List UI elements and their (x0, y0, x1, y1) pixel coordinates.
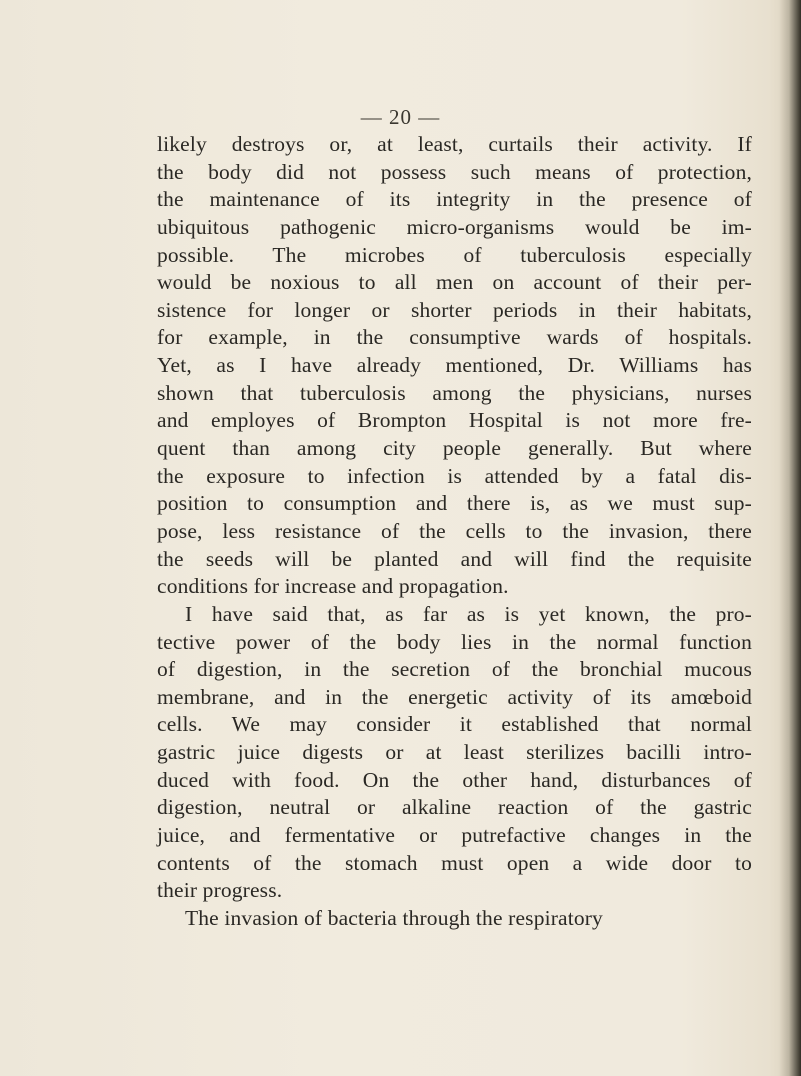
text-line: ubiquitous pathogenic micro-organisms would be im- (157, 214, 752, 239)
text-line: duced with food. On the other hand, disturbances of (157, 767, 752, 792)
text-line: of digestion, in the secretion of the bronchial mucous (157, 657, 752, 682)
text-line: The invasion of bacteria through the respiratory (185, 905, 603, 930)
book-spine-shadow (779, 0, 801, 1076)
text-line: I have said that, as far as is yet known, the pro- (185, 601, 752, 626)
text-line: and employes of Brompton Hospital is not more fre- (157, 408, 752, 433)
text-line: the seeds will be planted and will find the requisite (157, 546, 752, 571)
text-line: shown that tuberculosis among the physicians, nurses (157, 380, 752, 405)
text-line: likely destroys or, at least, curtails their activity. If (157, 132, 752, 156)
text-line: would be noxious to all men on account of their per- (157, 270, 752, 295)
text-line: gastric juice digests or at least sterilizes bacilli intro- (157, 740, 752, 765)
text-line: sistence for longer or shorter periods in their habitats, (157, 297, 752, 322)
text-line: quent than among city people generally. But where (157, 436, 752, 461)
text-line: membrane, and in the energetic activity of its amœboid (157, 684, 752, 709)
text-line: cells. We may consider it established that normal (157, 712, 752, 737)
text-line: the body did not possess such means of protection, (157, 159, 752, 184)
text-line: possible. The microbes of tuberculosis especially (157, 242, 752, 267)
text-line: contents of the stomach must open a wide door to (157, 850, 752, 875)
text-line: tective power of the body lies in the normal function (157, 629, 752, 654)
text-line: the maintenance of its integrity in the presence of (157, 187, 752, 212)
text-line: juice, and fermentative or putrefactive changes in the (157, 823, 752, 848)
text-line: digestion, neutral or alkaline reaction of the gastric (157, 795, 752, 820)
text-line: position to consumption and there is, as we must sup- (157, 491, 752, 516)
text-line: their progress. (157, 878, 283, 903)
text-line: for example, in the consumptive wards of hospitals. (157, 325, 752, 350)
text-line: conditions for increase and propagation. (157, 574, 509, 599)
body-text (157, 131, 752, 933)
text-line: the exposure to infection is attended by a fatal dis- (157, 463, 752, 488)
text-line: pose, less resistance of the cells to the invasion, there (157, 518, 752, 543)
page-number: — 20 — (360, 105, 441, 129)
text-line: Yet, as I have already mentioned, Dr. Williams has (157, 353, 752, 378)
